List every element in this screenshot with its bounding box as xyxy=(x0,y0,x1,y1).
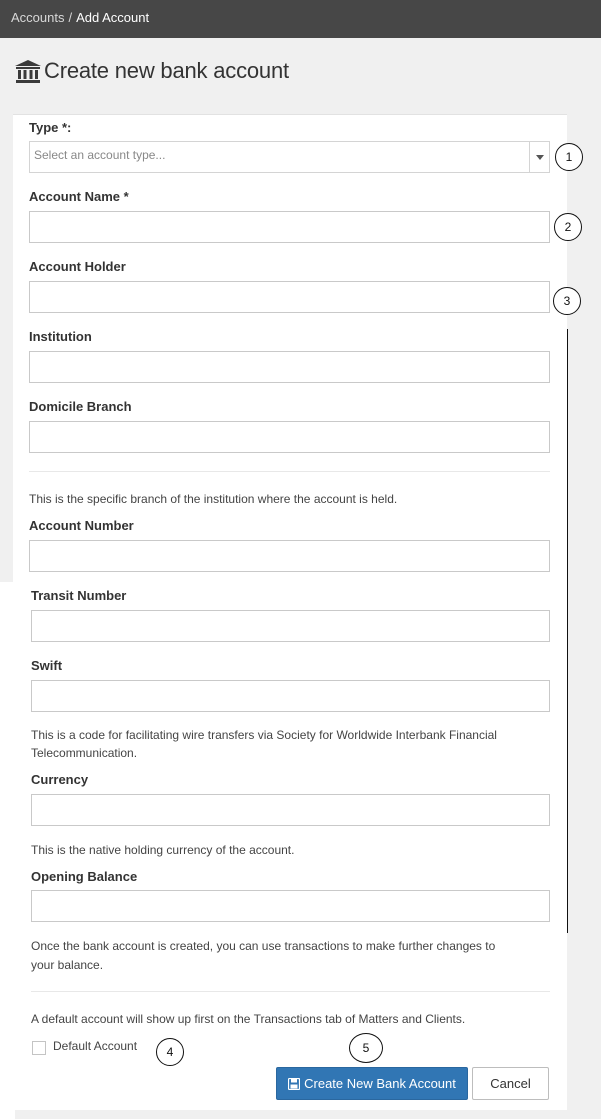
create-button-label: Create New Bank Account xyxy=(304,1076,456,1091)
default-account-help: A default account will show up first on the Transactions tab of Matters and Clients. xyxy=(31,1012,466,1026)
breadcrumb-accounts-link[interactable]: Accounts xyxy=(11,10,65,25)
institution-input[interactable] xyxy=(29,351,550,383)
account-number-input[interactable] xyxy=(29,540,550,572)
swift-help-line-2: Telecommunication. xyxy=(31,746,138,760)
breadcrumb-current: Add Account xyxy=(76,10,150,25)
panel-edge xyxy=(0,582,15,1119)
page-header xyxy=(14,58,289,84)
opening-balance-input[interactable] xyxy=(31,890,550,922)
page-title: Create new bank account xyxy=(44,58,289,83)
opening-balance-label: Opening Balance xyxy=(31,869,138,884)
institution-label: Institution xyxy=(29,329,92,344)
account-number-label: Account Number xyxy=(29,518,134,533)
domicile-branch-input[interactable] xyxy=(29,421,550,453)
transit-number-input[interactable] xyxy=(31,610,550,642)
annotation-bracket-line xyxy=(567,329,568,933)
account-holder-input[interactable] xyxy=(29,281,550,313)
opening-balance-help-line-2: your balance. xyxy=(31,958,104,972)
breadcrumb-separator: / xyxy=(68,10,73,25)
breadcrumb xyxy=(0,0,601,38)
bank-icon xyxy=(14,58,42,84)
divider xyxy=(31,991,550,992)
cancel-button[interactable]: Cancel xyxy=(472,1067,549,1100)
annotation-marker-3: 3 xyxy=(553,287,581,315)
swift-help-line-1: This is a code for facilitating wire transfers via Society for Worldwide Interbank Financial xyxy=(31,728,497,742)
domicile-branch-label: Domicile Branch xyxy=(29,399,132,414)
account-name-input[interactable] xyxy=(29,211,550,243)
save-icon xyxy=(288,1078,300,1090)
domicile-branch-help: This is the specific branch of the institution where the account is held. xyxy=(29,492,398,506)
currency-help: This is the native holding currency of the account. xyxy=(31,843,295,857)
currency-label: Currency xyxy=(31,772,89,787)
account-type-placeholder: Select an account type... xyxy=(34,148,166,162)
divider xyxy=(29,471,550,472)
currency-input[interactable] xyxy=(31,794,550,826)
transit-number-label: Transit Number xyxy=(31,588,127,603)
account-name-label: Account Name * xyxy=(29,189,129,204)
account-holder-label: Account Holder xyxy=(29,259,126,274)
annotation-marker-5: 5 xyxy=(349,1033,383,1063)
swift-label: Swift xyxy=(31,658,63,673)
opening-balance-help-line-1: Once the bank account is created, you can use transactions to make further changes to xyxy=(31,939,496,953)
create-bank-account-button[interactable] xyxy=(276,1067,468,1100)
swift-input[interactable] xyxy=(31,680,550,712)
default-account-checkbox[interactable] xyxy=(32,1041,46,1055)
chevron-down-icon[interactable] xyxy=(529,142,549,172)
annotation-marker-4: 4 xyxy=(156,1038,184,1066)
default-account-label[interactable]: Default Account xyxy=(53,1039,138,1053)
account-type-select[interactable] xyxy=(29,141,550,173)
annotation-marker-2: 2 xyxy=(554,213,582,241)
type-label: Type *: xyxy=(29,120,72,135)
annotation-marker-1: 1 xyxy=(555,143,583,171)
